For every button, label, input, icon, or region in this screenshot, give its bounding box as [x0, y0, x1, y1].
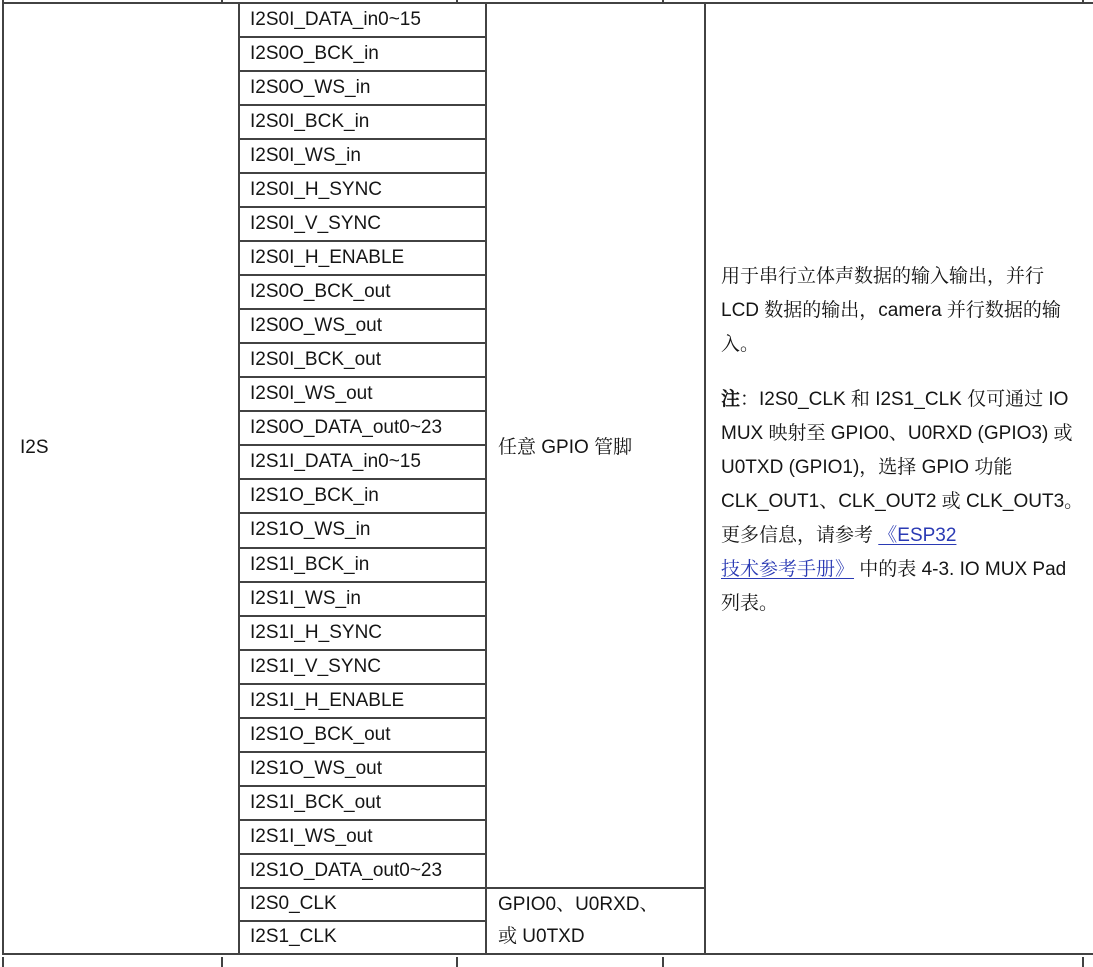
signal-name: I2S0I_DATA_in0~15 [250, 9, 421, 31]
signal-name: I2S1_CLK [250, 926, 337, 948]
signal-cell [239, 377, 486, 411]
peripheral-cell [3, 3, 239, 954]
signal-name: I2S0I_V_SYNC [250, 213, 381, 235]
signal-name: I2S0O_WS_in [250, 77, 371, 99]
signal-name: I2S0O_BCK_in [250, 43, 379, 65]
grid-line-stub [221, 957, 223, 967]
grid-line-stub [456, 957, 458, 967]
grid-line-stub [662, 957, 664, 967]
signal-name: I2S0I_WS_in [250, 145, 361, 167]
signal-cell [239, 854, 486, 888]
signal-name: I2S0I_H_ENABLE [250, 247, 405, 269]
grid-line-stub [1082, 957, 1084, 967]
signal-cell [239, 820, 486, 854]
signal-cell [239, 343, 486, 377]
any-gpio-pin-label: 任意 GPIO 管脚 [498, 436, 633, 458]
grid-line-stub [221, 0, 223, 3]
grid-line-stub [456, 0, 458, 3]
i2s-pin-mux-table [2, 2, 1093, 955]
signal-cell [239, 786, 486, 820]
signal-name: I2S1O_BCK_out [250, 723, 391, 745]
description-paragraph: 用于串行立体声数据的输入输出，并行 LCD 数据的输出，camera 并行数据的输 入。 [721, 266, 1061, 355]
note-paragraph: 注：I2S0_CLK 和 I2S1_CLK 仅可通过 IO MUX 映射至 GPIO0、U0RXD (GPIO3) 或 U0TXD (GPIO1)，选择 GPIO 功能 CLK_OUT1、CLK_OUT2 或 CLK_OUT3。 更多信息，请参考 《ESP32 技术参考手册》 中的表 4-3. IO MUX Pad 列表。 [721, 389, 1084, 614]
clk-pins-line: GPIO0、U0RXD、 [498, 893, 659, 915]
signal-name: I2S0O_WS_out [250, 315, 383, 337]
description-cell [705, 3, 1093, 954]
signal-cell [239, 71, 486, 105]
esp32-trm-link-line2[interactable]: 技术参考手册》 [721, 559, 855, 580]
any-gpio-pin-cell [486, 3, 705, 888]
signal-name: I2S1I_BCK_in [250, 553, 370, 575]
signal-name: I2S0O_BCK_out [250, 281, 391, 303]
signal-cell [239, 479, 486, 513]
clk-pins-line: 或 U0TXD [498, 925, 585, 947]
signal-cell [239, 173, 486, 207]
signal-cell [239, 752, 486, 786]
signal-name: I2S1I_H_ENABLE [250, 689, 405, 711]
signal-name: I2S0_CLK [250, 893, 337, 915]
note-label: 注 [721, 389, 741, 410]
signal-cell [239, 718, 486, 752]
signal-name: I2S1O_WS_in [250, 519, 371, 541]
signal-name: I2S0I_WS_out [250, 383, 373, 405]
signal-cell [239, 105, 486, 139]
signal-cell [239, 3, 486, 37]
signal-cell [239, 309, 486, 343]
peripheral-label: I2S [20, 436, 49, 458]
signal-cell [239, 888, 486, 921]
signal-cell [239, 548, 486, 582]
signal-cell [239, 582, 486, 616]
signal-name: I2S1I_BCK_out [250, 791, 381, 813]
signal-cell [239, 139, 486, 173]
signal-name: I2S1I_WS_in [250, 587, 361, 609]
grid-line-stub [2, 0, 4, 3]
signal-name: I2S1I_H_SYNC [250, 621, 383, 643]
signal-cell [239, 37, 486, 71]
signal-cell [239, 207, 486, 241]
signal-cell [239, 616, 486, 650]
signal-name: I2S1I_WS_out [250, 825, 373, 847]
signal-cell [239, 445, 486, 479]
table-row [3, 3, 1093, 37]
description-text [721, 260, 1093, 621]
signal-name: I2S0I_BCK_in [250, 111, 370, 133]
signal-name: I2S1O_WS_out [250, 757, 383, 779]
signal-cell [239, 411, 486, 445]
signal-name: I2S1O_BCK_in [250, 485, 379, 507]
signal-cell [239, 650, 486, 684]
signal-cell [239, 684, 486, 718]
grid-line-stub [662, 0, 664, 3]
signal-name: I2S1I_DATA_in0~15 [250, 451, 421, 473]
signal-cell [239, 513, 486, 547]
signal-name: I2S1O_DATA_out0~23 [250, 859, 443, 881]
signal-name: I2S0I_BCK_out [250, 349, 381, 371]
signal-name: I2S1I_V_SYNC [250, 655, 381, 677]
signal-cell [239, 921, 486, 954]
grid-line-stub [1082, 0, 1084, 3]
clk-pins-cell [486, 888, 705, 954]
signal-cell [239, 241, 486, 275]
signal-cell [239, 275, 486, 309]
grid-line-stub [2, 957, 4, 967]
signal-name: I2S0I_H_SYNC [250, 179, 383, 201]
esp32-trm-link-line1[interactable]: 《ESP32 [878, 525, 957, 546]
signal-name: I2S0O_DATA_out0~23 [250, 417, 443, 439]
